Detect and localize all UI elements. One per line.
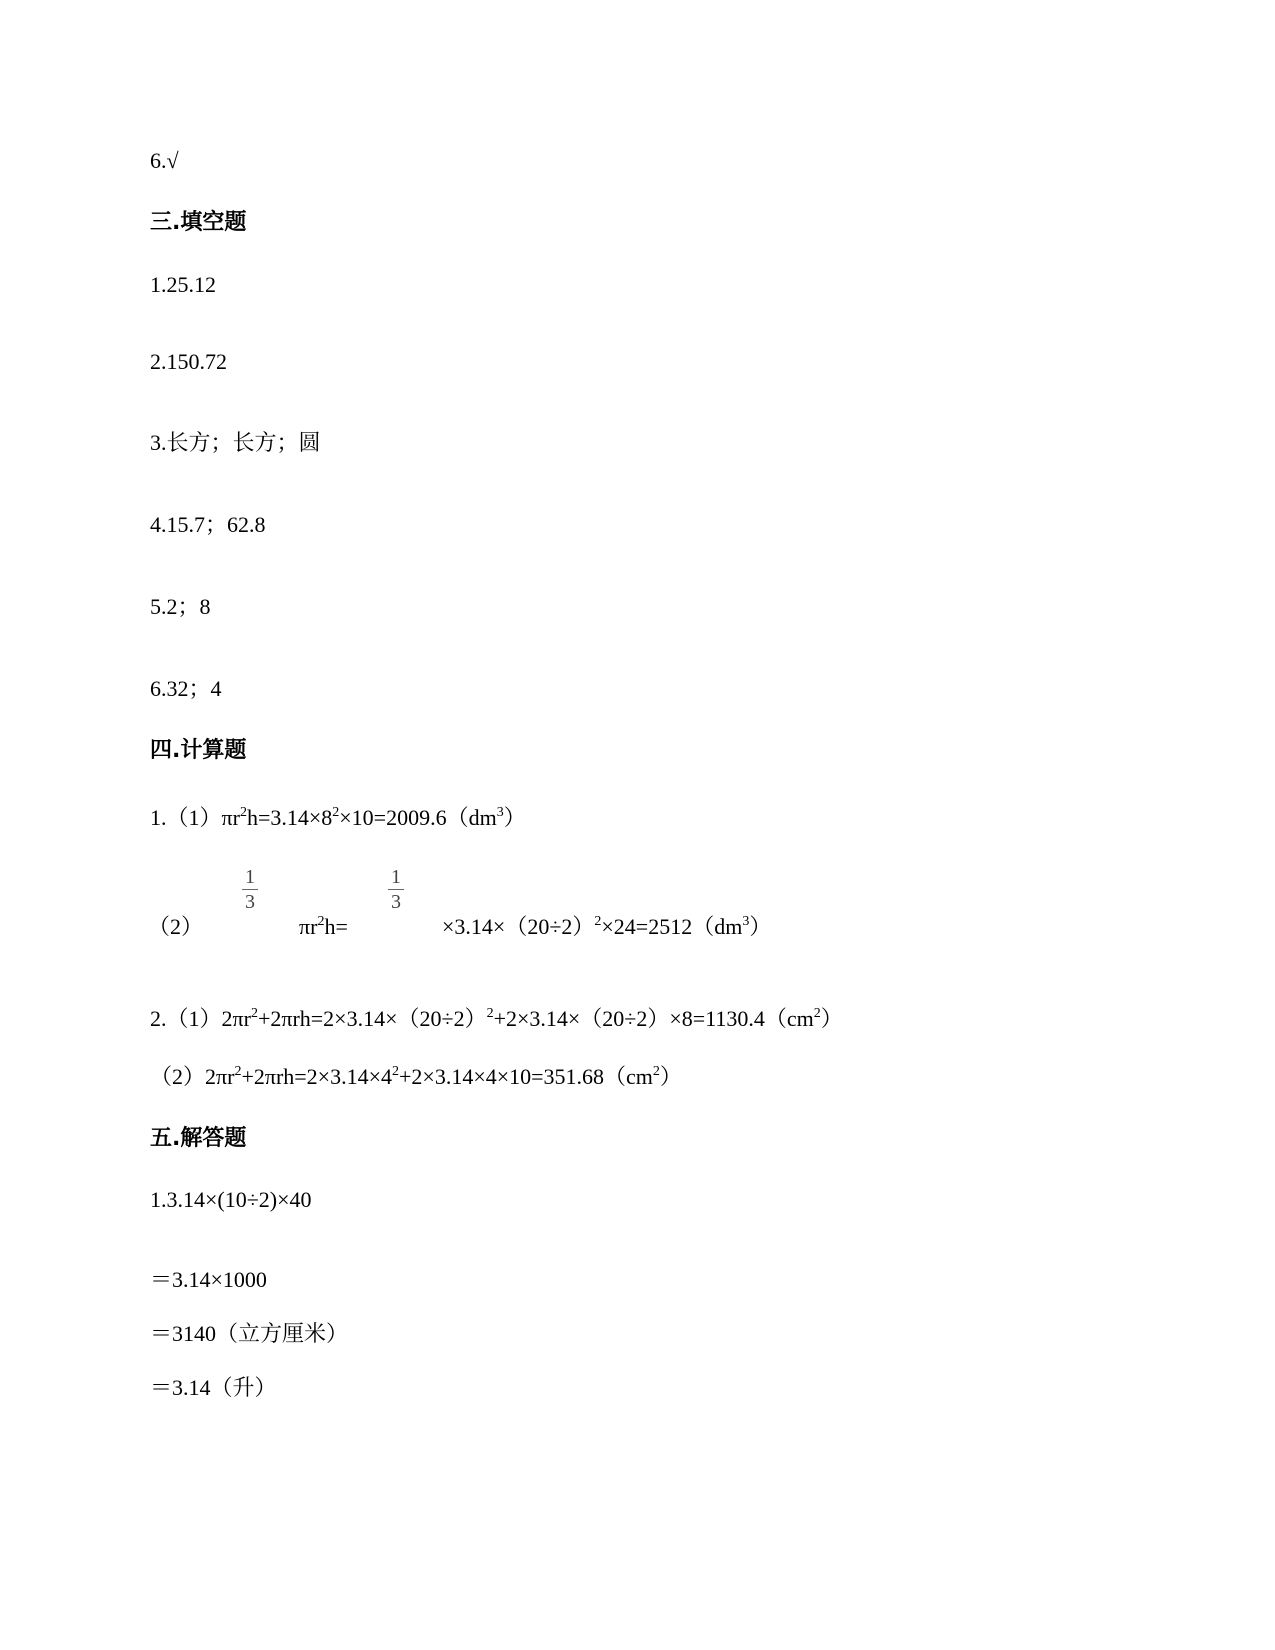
section-heading-solutions: 五.解答题 bbox=[150, 1126, 247, 1151]
exponent: 2 bbox=[239, 805, 247, 820]
calc-1-part-1 bbox=[150, 803, 526, 833]
text: ×10=2009.6（dm bbox=[339, 805, 497, 830]
answer-fill-1: 1.25.12 bbox=[150, 272, 216, 297]
section-heading-calculation: 四.计算题 bbox=[150, 738, 247, 763]
text: h=3.14×8 bbox=[246, 805, 333, 830]
section-heading-fill-blank: 三.填空题 bbox=[150, 210, 247, 235]
exponent: 2 bbox=[594, 914, 602, 929]
text: （2）2πr bbox=[150, 1064, 235, 1089]
text: 1.（1）πr bbox=[150, 805, 240, 830]
answer-tf-6: 6.√ bbox=[150, 148, 179, 173]
calc-2-part-1 bbox=[150, 1004, 843, 1034]
text: 2.（1）2πr bbox=[150, 1006, 251, 1031]
text: ） bbox=[749, 914, 772, 939]
calc-2-part-2 bbox=[150, 1062, 682, 1092]
text: ×3.14×（20÷2） bbox=[442, 914, 595, 939]
text: +2πrh=2×3.14×（20÷2） bbox=[257, 1006, 487, 1031]
formula-text bbox=[442, 912, 771, 942]
exponent: 2 bbox=[317, 914, 325, 929]
formula-text bbox=[299, 912, 348, 942]
text: +2×3.14×4×10=351.68（cm bbox=[399, 1064, 653, 1089]
text: ×24=2512（dm bbox=[601, 914, 743, 939]
fraction-numerator: 1 bbox=[391, 866, 401, 888]
solution-1-step-4: ＝3.14（升） bbox=[150, 1375, 277, 1400]
answer-fill-4: 4.15.7；62.8 bbox=[150, 512, 266, 537]
fraction-denominator: 3 bbox=[245, 891, 255, 913]
text: h= bbox=[324, 914, 348, 939]
answer-fill-5: 5.2；8 bbox=[150, 594, 211, 619]
exponent: 3 bbox=[742, 914, 750, 929]
exponent: 2 bbox=[250, 1006, 258, 1021]
fraction-bar bbox=[242, 889, 258, 890]
text: ） bbox=[820, 1006, 843, 1031]
text: +2×3.14×（20÷2）×8=1130.4（cm bbox=[493, 1006, 814, 1031]
solution-1-step-2: ＝3.14×1000 bbox=[150, 1267, 267, 1292]
fraction-bar bbox=[388, 889, 404, 890]
exponent: 3 bbox=[496, 805, 504, 820]
text: ） bbox=[503, 805, 526, 830]
fraction-denominator: 3 bbox=[391, 891, 401, 913]
answer-fill-3: 3.长方；长方；圆 bbox=[150, 430, 321, 455]
solution-1-step-3: ＝3140（立方厘米） bbox=[150, 1321, 349, 1346]
fraction-one-third bbox=[242, 866, 258, 913]
label: （2） bbox=[148, 914, 204, 939]
text: +2πrh=2×3.14×4 bbox=[241, 1064, 392, 1089]
text: πr bbox=[299, 914, 318, 939]
solution-1-step-1: 1.3.14×(10÷2)×40 bbox=[150, 1187, 312, 1212]
fraction-one-third bbox=[388, 866, 404, 913]
calc-1-part-2 bbox=[0, 866, 1275, 956]
answer-fill-2: 2.150.72 bbox=[150, 349, 227, 374]
exponent: 2 bbox=[486, 1006, 494, 1021]
exponent: 2 bbox=[234, 1064, 242, 1079]
exponent: 2 bbox=[652, 1064, 660, 1079]
exponent: 2 bbox=[332, 805, 340, 820]
fraction-numerator: 1 bbox=[245, 866, 255, 888]
answer-fill-6: 6.32；4 bbox=[150, 676, 222, 701]
exponent: 2 bbox=[392, 1064, 399, 1079]
exponent: 2 bbox=[813, 1006, 821, 1021]
text: ） bbox=[659, 1064, 682, 1089]
